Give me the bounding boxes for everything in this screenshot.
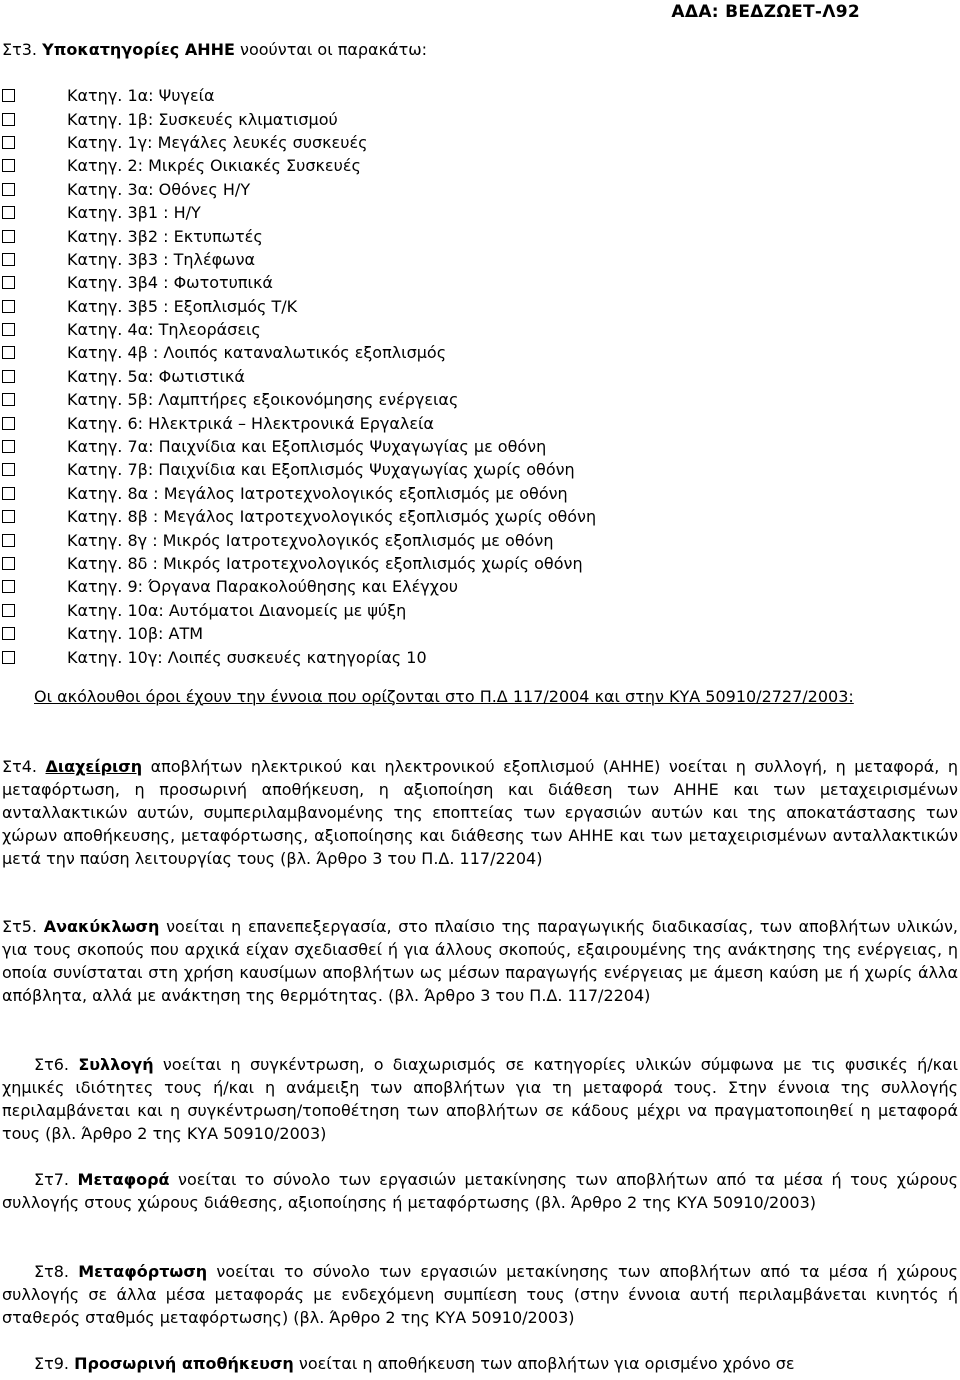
checkbox-icon[interactable]: [2, 487, 15, 500]
checkbox-icon[interactable]: [2, 113, 15, 126]
checkbox-icon[interactable]: [2, 417, 15, 430]
category-label: Κατηγ. 3β2 : Εκτυπωτές: [67, 226, 263, 246]
category-label: Κατηγ. 5α: Φωτιστικά: [67, 366, 245, 386]
terms-note: Οι ακόλουθοι όροι έχουν την έννοια που ορίζονται στο Π.Δ 117/2004 και στην ΚΥΑ 50910/2727/2003:: [34, 687, 854, 706]
checkbox-icon[interactable]: [2, 651, 15, 664]
category-item: [0, 131, 960, 154]
definition-st9: [2, 1352, 958, 1375]
category-item: [0, 388, 960, 411]
category-item: [0, 318, 960, 341]
category-item: [0, 505, 960, 528]
section-heading: [2, 40, 427, 59]
definition-st4: [2, 755, 958, 870]
definition-text: νοείται η συγκέντρωση, ο διαχωρισμός σε κατηγορίες υλικών σύμφωνα με τις φυσικές ή/και χημικές ιδιότητες τους ή/και η ανάμειξη των αποβλήτων για τη μεταφορά τους. Στην έννοια της συλλογής περιλαμβάνεται και η συγκέντρωση/τοποθέτηση των αποβλήτων σε κάδους μέχρι να πραγματοποιηθεί η μεταφορά τους (βλ. Άρθρο 2 της ΚΥΑ 50910/2003): [2, 1055, 958, 1143]
category-label: Κατηγ. 3β3 : Τηλέφωνα: [67, 249, 256, 269]
definition-st6: [2, 1053, 958, 1145]
category-item: [0, 201, 960, 224]
category-item: [0, 178, 960, 201]
checkbox-icon[interactable]: [2, 463, 15, 476]
definition-number: Στ9.: [34, 1354, 70, 1373]
definition-st8: [2, 1260, 958, 1329]
category-item: [0, 622, 960, 645]
category-label: Κατηγ. 6: Ηλεκτρικά – Ηλεκτρονικά Εργαλεία: [67, 413, 434, 433]
ada-code: ΑΔΑ: ΒΕΔΖΩΕΤ-Λ92: [671, 2, 860, 22]
category-label: Κατηγ. 1γ: Μεγάλες λευκές συσκευές: [67, 132, 368, 152]
checkbox-icon[interactable]: [2, 323, 15, 336]
checkbox-icon[interactable]: [2, 370, 15, 383]
section-number: Στ3.: [2, 40, 38, 59]
category-item: [0, 528, 960, 551]
category-label: Κατηγ. 1β: Συσκευές κλιματισμού: [67, 109, 338, 129]
category-label: Κατηγ. 8δ : Μικρός Ιατροτεχνολογικός εξοπλισμός χωρίς οθόνη: [67, 554, 583, 573]
definition-text: νοείται η αποθήκευση των αποβλήτων για ορισμένο χρόνο σε: [293, 1354, 795, 1373]
category-item: [0, 365, 960, 388]
category-item: [0, 295, 960, 318]
checkbox-icon[interactable]: [2, 604, 15, 617]
checkbox-icon[interactable]: [2, 580, 15, 593]
checkbox-icon[interactable]: [2, 557, 15, 570]
definition-term: Μεταφόρτωση: [78, 1262, 208, 1281]
category-label: Κατηγ. 8γ : Μικρός Ιατροτεχνολογικός εξοπλισμός με οθόνη: [67, 530, 554, 550]
category-label: Κατηγ. 1α: Ψυγεία: [67, 86, 215, 106]
definition-text: αποβλήτων ηλεκτρικού και ηλεκτρονικού εξοπλισμού (ΑΗΗΕ) νοείται η συλλογή, η μεταφορά, η μεταφόρτωση, η προσωρινή αποθήκευση, η αξιοποίηση και διάθεση των ΑΗΗΕ και των μεταχειρισμένων ανταλλακτικών αυτών, συμπεριλαμβανομένης της εποπτείας των εργασιών αυτών και της αποκατάστασης των χώρων αποθήκευσης, μεταφόρτωσης, αξιοποίησης και διάθεσης των ΑΗΗΕ και των μεταχειρισμένων ανταλλακτικών μετά την παύση λειτουργίας τους (βλ. Άρθρο 3 του Π.Δ. 117/2204): [2, 757, 959, 868]
definition-number: Στ4.: [2, 757, 38, 776]
definition-text: νοείται η επανεπεξεργασία, στο πλαίσιο της παραγωγικής διαδικασίας, των αποβλήτων υλικών, για τους σκοπούς που αρχικά είχαν σχεδιασθεί ή για άλλους σκοπούς, εξαιρουμένης της ανάκτησης της ενέργειας, η οποία συνίσταται στη χρήση καυσίμων αποβλήτων ως μέσων παραγωγής ενέργειας με άμεση καύση με ή χωρίς άλλα απόβλητα, αλλά με ανάκτηση της θερμότητας. (βλ. Άρθρο 3 του Π.Δ. 117/2204): [2, 917, 958, 1005]
category-item: [0, 552, 960, 575]
section-title: Υποκατηγορίες ΑΗΗΕ: [42, 40, 235, 59]
definition-st7: [2, 1168, 958, 1214]
section-rest: νοούνται οι παρακάτω:: [234, 40, 427, 59]
category-label: Κατηγ. 8α : Μεγάλος Ιατροτεχνολογικός εξοπλισμός με οθόνη: [67, 483, 568, 503]
checkbox-icon[interactable]: [2, 276, 15, 289]
category-label: Κατηγ. 7β: Παιχνίδια και Εξοπλισμός Ψυχαγωγίας χωρίς οθόνη: [67, 460, 575, 480]
category-label: Κατηγ. 4β : Λοιπός καταναλωτικός εξοπλισμός: [67, 343, 447, 363]
category-label: Κατηγ. 3β1 : Η/Υ: [67, 203, 201, 223]
category-label: Κατηγ. 8β : Μεγάλος Ιατροτεχνολογικός εξοπλισμός χωρίς οθόνη: [67, 507, 597, 527]
category-item: [0, 154, 960, 177]
category-item: [0, 107, 960, 130]
checkbox-icon[interactable]: [2, 346, 15, 359]
definition-term: Μεταφορά: [77, 1170, 170, 1189]
checkbox-icon[interactable]: [2, 136, 15, 149]
definition-st5: [2, 915, 958, 1007]
category-item: [0, 575, 960, 598]
category-item: [0, 224, 960, 247]
category-item: [0, 84, 960, 107]
category-label: Κατηγ. 10β: ΑΤΜ: [67, 624, 204, 644]
definition-text: νοείται το σύνολο των εργασιών μετακίνησης των αποβλήτων από τα μέσα ή τους χώρους συλλογής στους χώρους διάθεσης, αξιοποίησης ή μεταφόρτωσης (βλ. Άρθρο 2 της ΚΥΑ 50910/2003): [2, 1170, 958, 1212]
category-item: [0, 341, 960, 364]
definition-number: Στ6.: [34, 1055, 70, 1074]
definition-number: Στ7.: [34, 1170, 70, 1189]
category-label: Κατηγ. 10γ: Λοιπές συσκευές κατηγορίας 10: [67, 647, 427, 667]
category-label: Κατηγ. 3α: Οθόνες Η/Υ: [67, 179, 251, 199]
definition-term: Διαχείριση: [45, 757, 143, 776]
category-checklist: [0, 84, 960, 669]
category-item: [0, 482, 960, 505]
checkbox-icon[interactable]: [2, 89, 15, 102]
category-item: [0, 271, 960, 294]
checkbox-icon[interactable]: [2, 534, 15, 547]
checkbox-icon[interactable]: [2, 393, 15, 406]
checkbox-icon[interactable]: [2, 510, 15, 523]
checkbox-icon[interactable]: [2, 440, 15, 453]
checkbox-icon[interactable]: [2, 253, 15, 266]
category-item: [0, 645, 960, 668]
category-label: Κατηγ. 3β4 : Φωτοτυπικά: [67, 273, 273, 293]
category-item: [0, 458, 960, 481]
checkbox-icon[interactable]: [2, 230, 15, 243]
category-label: Κατηγ. 2: Μικρές Οικιακές Συσκευές: [67, 156, 361, 176]
definition-term: Συλλογή: [78, 1055, 154, 1074]
definition-number: Στ5.: [2, 917, 38, 936]
category-label: Κατηγ. 3β5 : Εξοπλισμός Τ/Κ: [67, 296, 298, 316]
category-item: [0, 248, 960, 271]
category-item: [0, 599, 960, 622]
category-label: Κατηγ. 9: Όργανα Παρακολούθησης και Ελέγχου: [67, 577, 459, 597]
category-label: Κατηγ. 4α: Τηλεοράσεις: [67, 320, 261, 340]
definition-term: Προσωρινή αποθήκευση: [74, 1354, 294, 1373]
category-item: [0, 411, 960, 434]
category-label: Κατηγ. 7α: Παιχνίδια και Εξοπλισμός Ψυχαγωγίας με οθόνη: [67, 437, 547, 457]
category-label: Κατηγ. 5β: Λαμπτήρες εξοικονόμησης ενέργειας: [67, 390, 459, 410]
checkbox-icon[interactable]: [2, 300, 15, 313]
definition-text: νοείται το σύνολο των εργασιών μετακίνησης των αποβλήτων από τα μέσα ή χώρους συλλογής σε άλλα μέσα μεταφοράς με ενδεχόμενη συμπίεση τους (στην έννοια αυτή περιλαμβάνεται κινητός ή σταθερός σταθμός μεταφόρτωσης) (βλ. Άρθρο 2 της ΚΥΑ 50910/2003): [2, 1262, 958, 1327]
category-label: Κατηγ. 10α: Αυτόματοι Διανομείς με ψύξη: [67, 600, 407, 620]
checkbox-icon[interactable]: [2, 183, 15, 196]
category-item: [0, 435, 960, 458]
checkbox-icon[interactable]: [2, 206, 15, 219]
checkbox-icon[interactable]: [2, 627, 15, 640]
definition-term: Ανακύκλωση: [43, 917, 160, 936]
checkbox-icon[interactable]: [2, 159, 15, 172]
definition-number: Στ8.: [34, 1262, 70, 1281]
